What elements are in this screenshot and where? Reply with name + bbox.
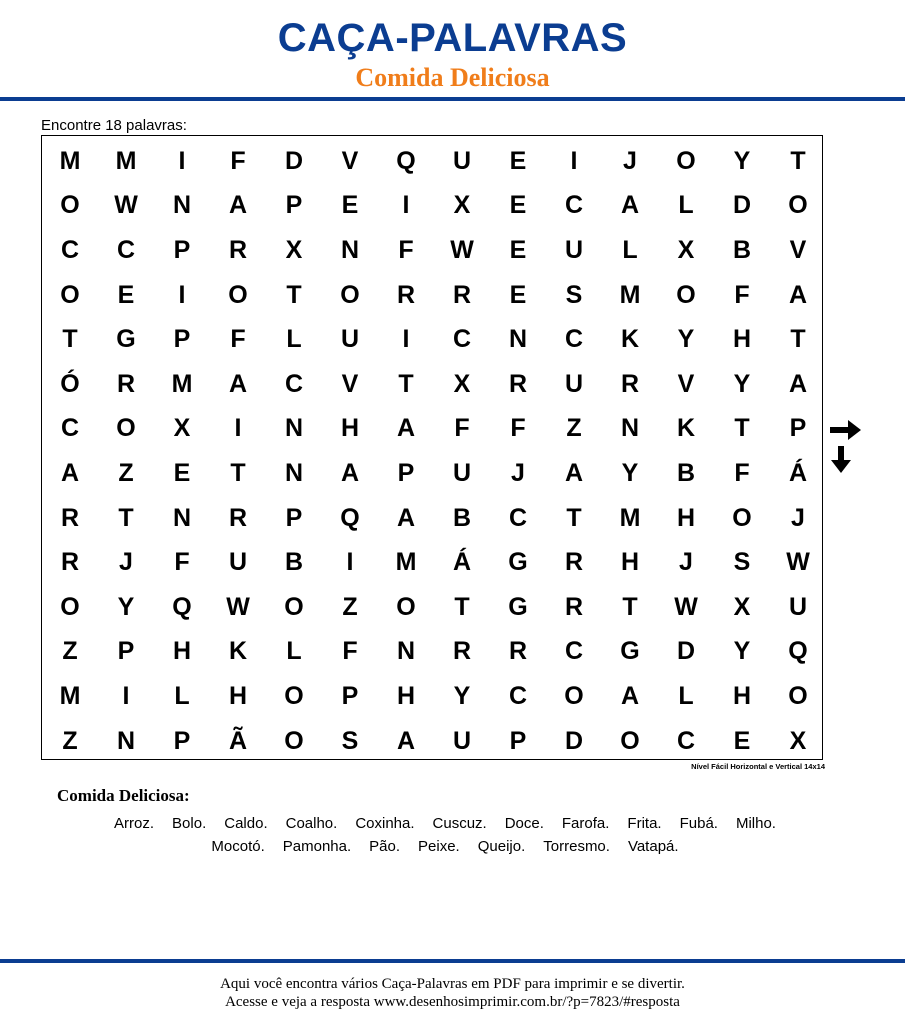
grid-cell: M xyxy=(59,681,81,710)
grid-cell: Á xyxy=(788,458,808,487)
grid-cell: M xyxy=(59,146,81,175)
grid-cell: A xyxy=(396,414,416,443)
grid-cell: O xyxy=(60,191,80,220)
grid-cell: U xyxy=(452,458,472,487)
word-list-row-2 xyxy=(40,838,850,856)
grid-cell: O xyxy=(284,592,304,621)
grid-cell: V xyxy=(789,235,807,264)
grid-cell: R xyxy=(60,503,80,532)
grid-cell: T xyxy=(734,414,750,443)
grid-cell: C xyxy=(564,325,584,354)
grid-cell: O xyxy=(788,191,808,220)
grid-cell: T xyxy=(566,503,582,532)
grid-cell: Ó xyxy=(60,369,80,398)
word-list-item: Bolo. xyxy=(172,815,207,832)
grid-cell: E xyxy=(117,280,135,309)
grid-cell: U xyxy=(564,235,584,264)
grid-cell: G xyxy=(508,548,528,577)
grid-cell: C xyxy=(508,681,528,710)
grid-cell: P xyxy=(285,191,303,220)
grid-cell: S xyxy=(733,548,751,577)
grid-cell: B xyxy=(676,458,696,487)
grid-cell: T xyxy=(622,592,638,621)
grid-cell: I xyxy=(234,414,242,443)
grid-cell: H xyxy=(732,681,752,710)
grid-cell: L xyxy=(174,681,190,710)
grid-cell: T xyxy=(62,325,78,354)
grid-cell: C xyxy=(564,637,584,666)
grid-cell: P xyxy=(173,235,191,264)
grid-cell: N xyxy=(116,726,136,755)
grid-cell: R xyxy=(396,280,416,309)
grid-cell: J xyxy=(791,503,805,532)
grid-cell: O xyxy=(60,280,80,309)
grid-cell: J xyxy=(511,458,525,487)
grid-cell: M xyxy=(395,548,417,577)
grid-cell: C xyxy=(116,235,136,264)
grid-cell: T xyxy=(286,280,302,309)
grid-cell: F xyxy=(510,414,526,443)
grid-cell: X xyxy=(677,235,695,264)
grid-cell: N xyxy=(508,325,528,354)
grid-cell: K xyxy=(676,414,696,443)
grid-cell: X xyxy=(453,369,471,398)
grid-cell: M xyxy=(619,280,641,309)
grid-cell: F xyxy=(398,235,414,264)
grid-cell: H xyxy=(676,503,696,532)
grid-cell: C xyxy=(60,414,80,443)
grid-cell: A xyxy=(788,280,808,309)
grid-cell: W xyxy=(450,235,474,264)
grid-cell: H xyxy=(228,681,248,710)
grid-cell: P xyxy=(341,681,359,710)
arrow-down-icon xyxy=(830,446,852,474)
grid-cell: I xyxy=(402,325,410,354)
footer-text: Aqui você encontra vários Caça-Palavras em PDF para imprimir e se divertir. xyxy=(220,976,685,992)
grid-cell: A xyxy=(620,191,640,220)
grid-cell: N xyxy=(284,458,304,487)
grid-cell: V xyxy=(341,146,359,175)
grid-cell: H xyxy=(620,548,640,577)
grid-cell: B xyxy=(284,548,304,577)
grid-cell: U xyxy=(564,369,584,398)
grid-cell: R xyxy=(452,637,472,666)
word-list-item: Fubá. xyxy=(679,815,718,832)
grid-cell: A xyxy=(396,503,416,532)
grid-cell: Y xyxy=(117,592,135,621)
grid-cell: Z xyxy=(118,458,134,487)
grid-cell: X xyxy=(285,235,303,264)
grid-cell: D xyxy=(564,726,584,755)
grid-cell: L xyxy=(678,191,694,220)
grid-cell: R xyxy=(60,548,80,577)
grid-cell: L xyxy=(678,681,694,710)
grid-cell: X xyxy=(453,191,471,220)
grid-cell: R xyxy=(228,235,248,264)
grid-cell: K xyxy=(228,637,248,666)
word-list-item: Peixe. xyxy=(418,838,460,855)
grid-cell: J xyxy=(119,548,133,577)
grid-cell: D xyxy=(676,637,696,666)
grid-cell: T xyxy=(454,592,470,621)
grid-cell: F xyxy=(454,414,470,443)
page-subtitle: Comida Deliciosa xyxy=(355,63,550,92)
grid-cell: R xyxy=(116,369,136,398)
grid-cell: T xyxy=(790,146,806,175)
grid-cell: I xyxy=(346,548,354,577)
grid-cell: C xyxy=(508,503,528,532)
grid-cell: Q xyxy=(340,503,360,532)
grid-cell: J xyxy=(679,548,693,577)
grid-cell: I xyxy=(178,146,186,175)
grid-cell: E xyxy=(509,146,527,175)
grid-cell: M xyxy=(619,503,641,532)
grid-cell: A xyxy=(396,726,416,755)
grid-cell: O xyxy=(116,414,136,443)
grid-cell: D xyxy=(284,146,304,175)
grid-cell: S xyxy=(341,726,359,755)
grid-cell: M xyxy=(171,369,193,398)
grid-cell: T xyxy=(790,325,806,354)
instructions: Encontre 18 palavras: xyxy=(41,117,187,134)
grid-cell: O xyxy=(788,681,808,710)
word-list-item: Coxinha. xyxy=(355,815,415,832)
grid-cell: W xyxy=(786,548,810,577)
grid-cell: Y xyxy=(733,369,751,398)
grid-cell: P xyxy=(117,637,135,666)
grid-cell: D xyxy=(732,191,752,220)
grid-cell: V xyxy=(677,369,695,398)
grid-cell: H xyxy=(340,414,360,443)
grid-cell: V xyxy=(341,369,359,398)
grid-cell: H xyxy=(396,681,416,710)
grid-cell: C xyxy=(284,369,304,398)
grid-cell: O xyxy=(60,592,80,621)
grid-cell: U xyxy=(228,548,248,577)
grid-cell: E xyxy=(173,458,191,487)
grid-cell: R xyxy=(564,592,584,621)
grid-cell: P xyxy=(173,726,191,755)
grid-cell: Y xyxy=(453,681,471,710)
grid-cell: U xyxy=(788,592,808,621)
grid-cell: R xyxy=(228,503,248,532)
grid-cell: I xyxy=(178,280,186,309)
grid-cell: I xyxy=(570,146,578,175)
grid-cell: O xyxy=(284,726,304,755)
grid-cell: J xyxy=(623,146,637,175)
grid-cell: I xyxy=(402,191,410,220)
grid-cell: E xyxy=(733,726,751,755)
grid-cell: L xyxy=(286,637,302,666)
word-list-item: Torresmo. xyxy=(543,838,610,855)
grid-cell: Q xyxy=(172,592,192,621)
grid-cell: Z xyxy=(62,726,78,755)
grid-cell: T xyxy=(398,369,414,398)
grid-cell: Y xyxy=(621,458,639,487)
grid-cell: O xyxy=(396,592,416,621)
grid-cell: O xyxy=(340,280,360,309)
grid-cell: C xyxy=(452,325,472,354)
grid-cell: O xyxy=(564,681,584,710)
grid-cell: N xyxy=(396,637,416,666)
grid-cell: O xyxy=(284,681,304,710)
word-list-item: Arroz. xyxy=(114,815,155,832)
grid-cell: R xyxy=(508,369,528,398)
grid-cell: R xyxy=(508,637,528,666)
top-divider xyxy=(0,97,905,101)
grid-cell: X xyxy=(733,592,751,621)
word-list-item: Doce. xyxy=(504,815,544,832)
grid-cell: A xyxy=(228,369,248,398)
grid-cell: F xyxy=(230,146,246,175)
grid-cell: R xyxy=(452,280,472,309)
grid-cell: P xyxy=(397,458,415,487)
word-list-item: Vatapá. xyxy=(627,838,679,855)
word-search-grid-frame xyxy=(41,135,823,760)
grid-cell: Z xyxy=(62,637,78,666)
grid-cell: Q xyxy=(788,637,808,666)
grid-cell: U xyxy=(452,146,472,175)
page-title: CAÇA-PALAVRAS xyxy=(277,16,628,60)
grid-cell: A xyxy=(620,681,640,710)
grid-cell: A xyxy=(564,458,584,487)
grid-cell: Y xyxy=(733,637,751,666)
bottom-divider xyxy=(0,959,905,963)
grid-cell: G xyxy=(116,325,136,354)
grid-cell: Z xyxy=(566,414,582,443)
grid-cell: T xyxy=(230,458,246,487)
word-search-grid xyxy=(42,139,822,763)
arrow-right-icon xyxy=(830,419,862,441)
grid-cell: A xyxy=(228,191,248,220)
word-list-item: Pamonha. xyxy=(282,838,352,855)
grid-cell: E xyxy=(509,280,527,309)
grid-cell: L xyxy=(286,325,302,354)
grid-cell: B xyxy=(732,235,752,264)
word-list-item: Farofa. xyxy=(561,815,610,832)
grid-cell: X xyxy=(789,726,807,755)
grid-cell: T xyxy=(118,503,134,532)
grid-cell: C xyxy=(60,235,80,264)
grid-cell: Ã xyxy=(228,726,248,755)
word-list-item: Caldo. xyxy=(224,815,268,832)
grid-cell: O xyxy=(676,146,696,175)
grid-cell: F xyxy=(734,458,750,487)
level-note: Nível Fácil Horizontal e Vertical 14x14 xyxy=(691,762,825,771)
grid-cell: G xyxy=(620,637,640,666)
grid-cell: Z xyxy=(342,592,358,621)
grid-cell: K xyxy=(620,325,640,354)
grid-cell: A xyxy=(60,458,80,487)
grid-cell: Q xyxy=(396,146,416,175)
grid-cell: I xyxy=(122,681,130,710)
word-list-title: Comida Deliciosa: xyxy=(57,786,190,805)
grid-cell: H xyxy=(732,325,752,354)
grid-cell: N xyxy=(620,414,640,443)
word-list-item: Cuscuz. xyxy=(432,815,487,832)
grid-cell: N xyxy=(172,503,192,532)
grid-cell: W xyxy=(114,191,138,220)
grid-cell: F xyxy=(342,637,358,666)
grid-cell: U xyxy=(452,726,472,755)
grid-cell: C xyxy=(564,191,584,220)
grid-cell: W xyxy=(226,592,250,621)
grid-cell: Y xyxy=(677,325,695,354)
grid-cell: A xyxy=(340,458,360,487)
grid-cell: O xyxy=(676,280,696,309)
grid-cell: E xyxy=(341,191,359,220)
grid-cell: S xyxy=(565,280,583,309)
grid-cell: O xyxy=(620,726,640,755)
grid-cell: P xyxy=(173,325,191,354)
word-list-row-1 xyxy=(40,815,850,833)
word-list-item: Milho. xyxy=(735,815,776,832)
grid-cell: F xyxy=(734,280,750,309)
grid-cell: X xyxy=(173,414,191,443)
grid-cell: P xyxy=(509,726,527,755)
grid-cell: M xyxy=(115,146,137,175)
grid-cell: E xyxy=(509,235,527,264)
grid-cell: L xyxy=(622,235,638,264)
grid-cell: E xyxy=(509,191,527,220)
grid-cell: N xyxy=(284,414,304,443)
word-list-item: Mocotó. xyxy=(211,838,265,855)
grid-cell: F xyxy=(174,548,190,577)
grid-cell: N xyxy=(172,191,192,220)
word-list-item: Frita. xyxy=(627,815,662,832)
grid-cell: P xyxy=(285,503,303,532)
grid-cell: G xyxy=(508,592,528,621)
grid-cell: O xyxy=(732,503,752,532)
grid-cell: H xyxy=(172,637,192,666)
word-list-item: Pão. xyxy=(369,838,401,855)
grid-cell: R xyxy=(564,548,584,577)
footer-link-text: Acesse e veja a resposta www.desenhosimprimir.com.br/?p=7823/#resposta xyxy=(225,994,680,1010)
grid-cell: P xyxy=(789,414,807,443)
grid-cell: Y xyxy=(733,146,751,175)
grid-cell: C xyxy=(676,726,696,755)
grid-cell: O xyxy=(228,280,248,309)
word-list-item: Queijo. xyxy=(477,838,526,855)
grid-cell: W xyxy=(674,592,698,621)
grid-cell: A xyxy=(788,369,808,398)
grid-cell: U xyxy=(340,325,360,354)
grid-cell: B xyxy=(452,503,472,532)
grid-cell: Á xyxy=(452,548,472,577)
grid-cell: R xyxy=(620,369,640,398)
word-list-item: Coalho. xyxy=(285,815,338,832)
grid-cell: F xyxy=(230,325,246,354)
grid-cell: N xyxy=(340,235,360,264)
